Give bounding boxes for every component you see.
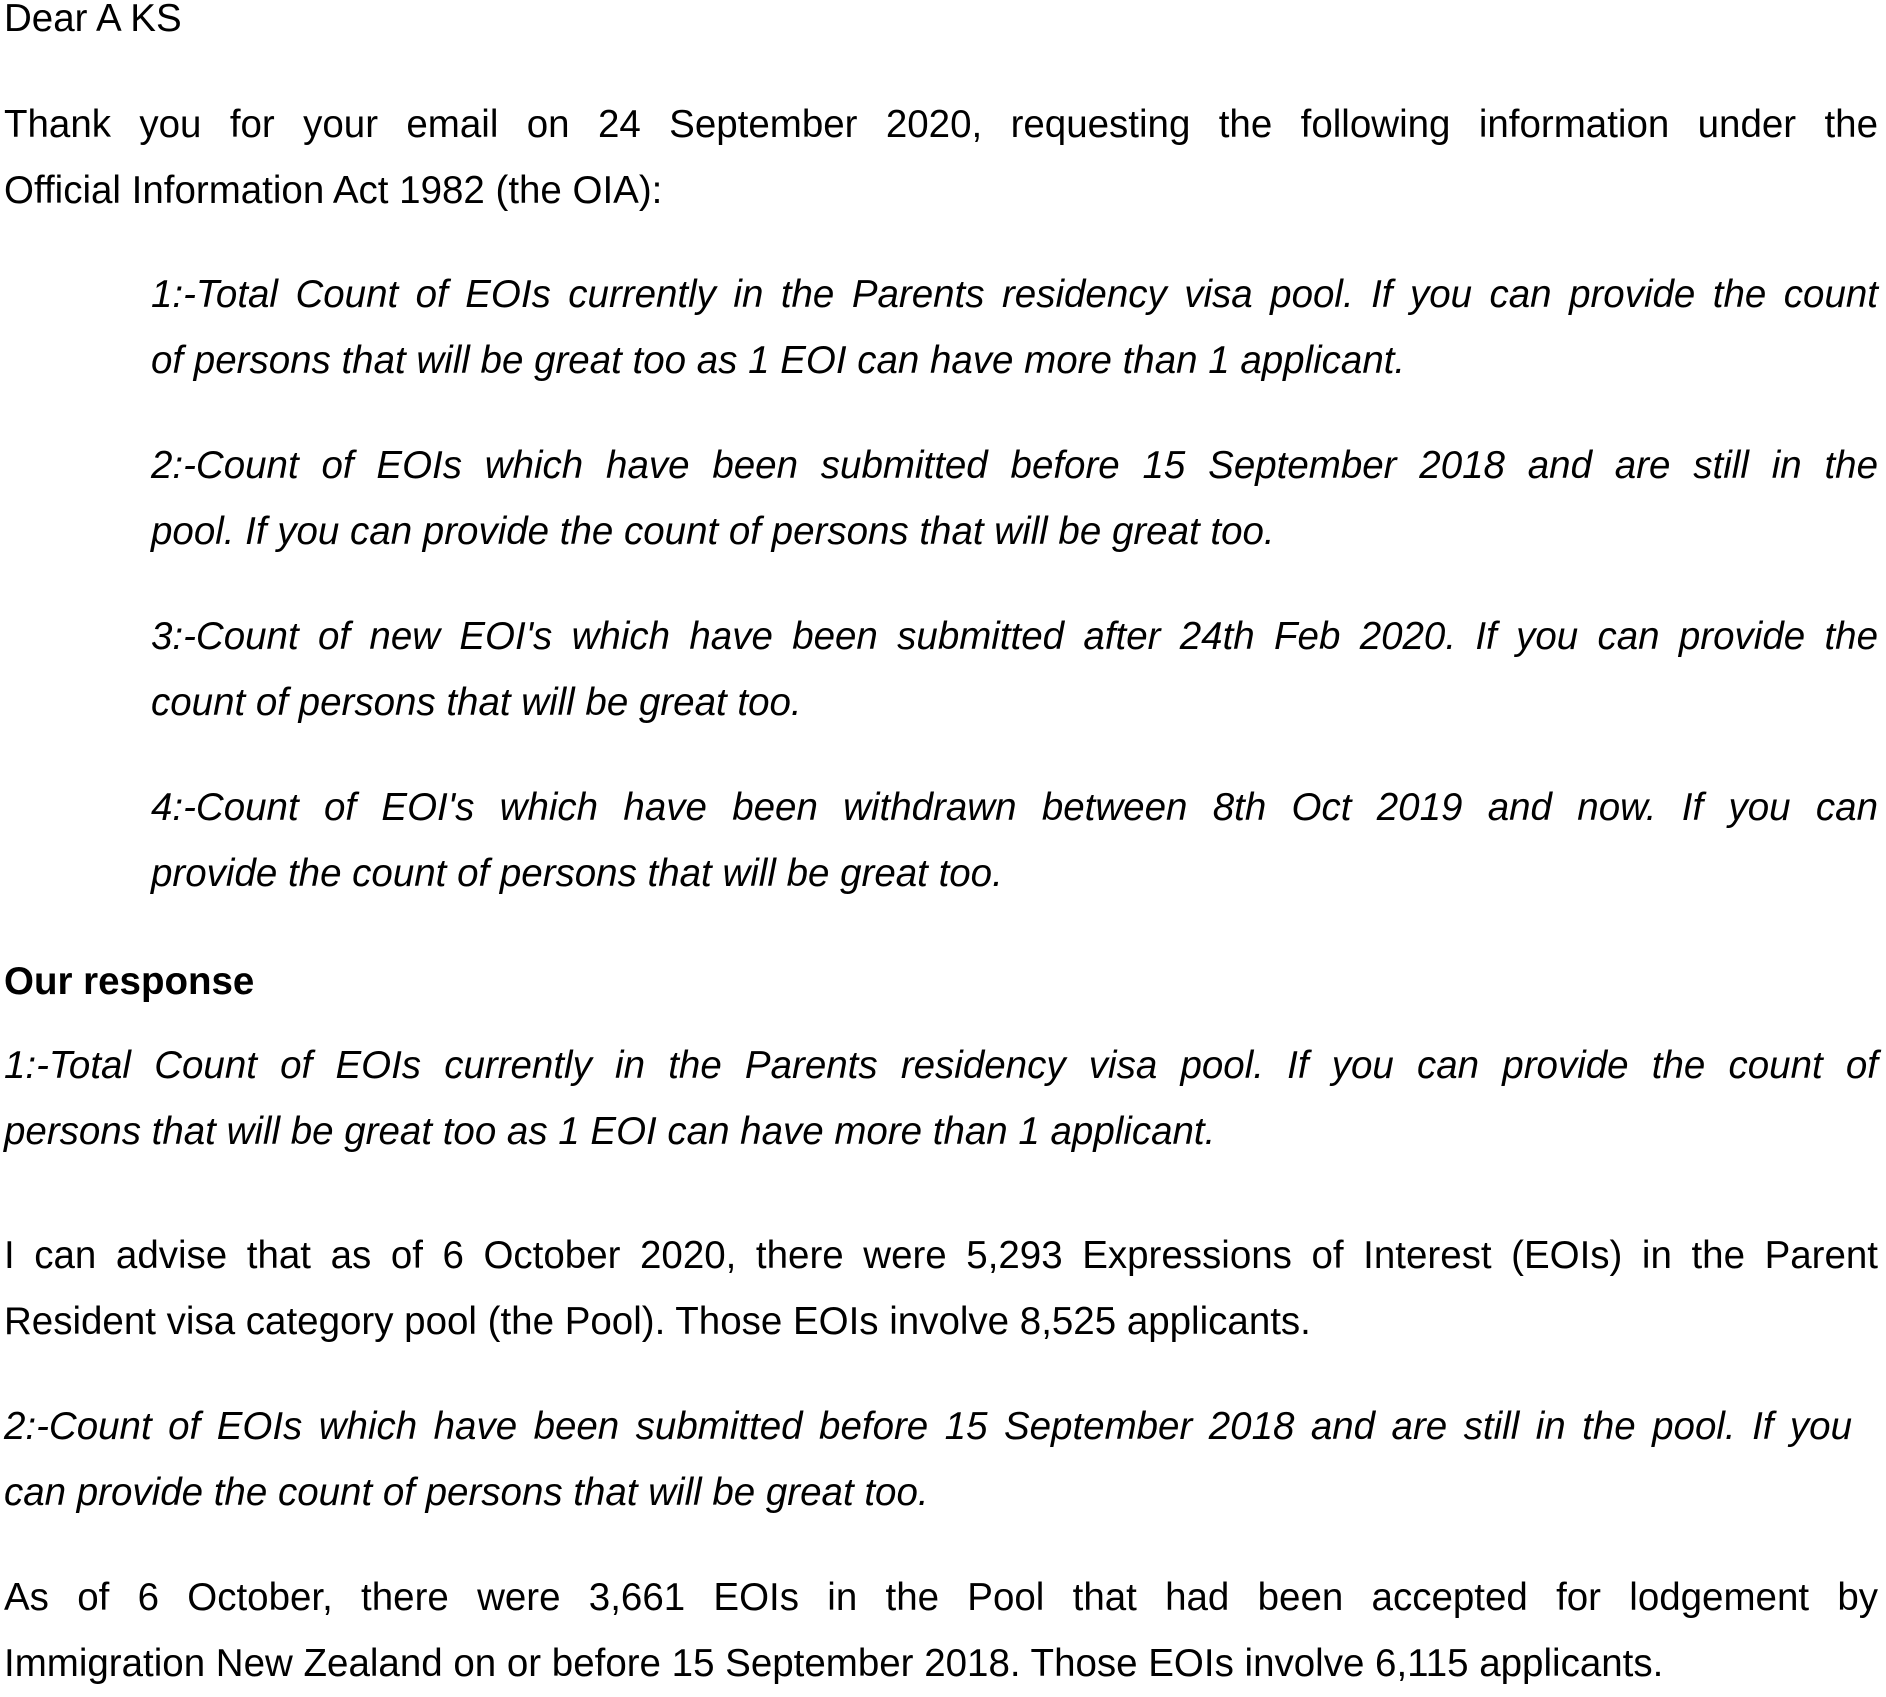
intro-line-2: Official Information Act 1982 (the OIA):	[4, 169, 663, 212]
intro-line-1: Thank you for your email on 24 September 2020, requesting the following information under the	[4, 103, 1878, 146]
request-item-2: 2:-Count of EOIs which have been submitted before 15 September 2018 and are still in the pool. If you can provide the count of persons that will be great too.	[151, 444, 1878, 553]
request-item-3: 3:-Count of new EOI's which have been submitted after 24th Feb 2020. If you can provide the count of persons that will be great too.	[151, 615, 1878, 724]
response-answer-1: I can advise that as of 6 October 2020, there were 5,293 Expressions of Interest (EOIs) in the Parent Resident visa category pool (the Pool). Those EOIs involve 8,525 applicants.	[4, 1234, 1878, 1343]
intro-paragraph	[4, 92, 1878, 224]
response-question-2: 2:-Count of EOIs which have been submitted before 15 September 2018 and are still in the pool. If you can provide the count of persons that will be great too.	[4, 1405, 1852, 1514]
response-answer-2: As of 6 October, there were 3,661 EOIs in the Pool that had been accepted for lodgement by Immigration New Zealand on or before 15 September 2018. Those EOIs involve 6,115 applicants.	[4, 1576, 1878, 1685]
request-item-4: 4:-Count of EOI's which have been withdrawn between 8th Oct 2019 and now. If you can provide the count of persons that will be great too.	[151, 786, 1878, 895]
salutation: Dear A KS	[4, 0, 182, 40]
response-heading: Our response	[4, 960, 255, 1003]
request-item-1: 1:-Total Count of EOIs currently in the Parents residency visa pool. If you can provide the count of persons that will be great too as 1 EOI can have more than 1 applicant.	[151, 273, 1878, 382]
response-question-1: 1:-Total Count of EOIs currently in the Parents residency visa pool. If you can provide the count of persons that will be great too as 1 EOI can have more than 1 applicant.	[4, 1044, 1878, 1153]
